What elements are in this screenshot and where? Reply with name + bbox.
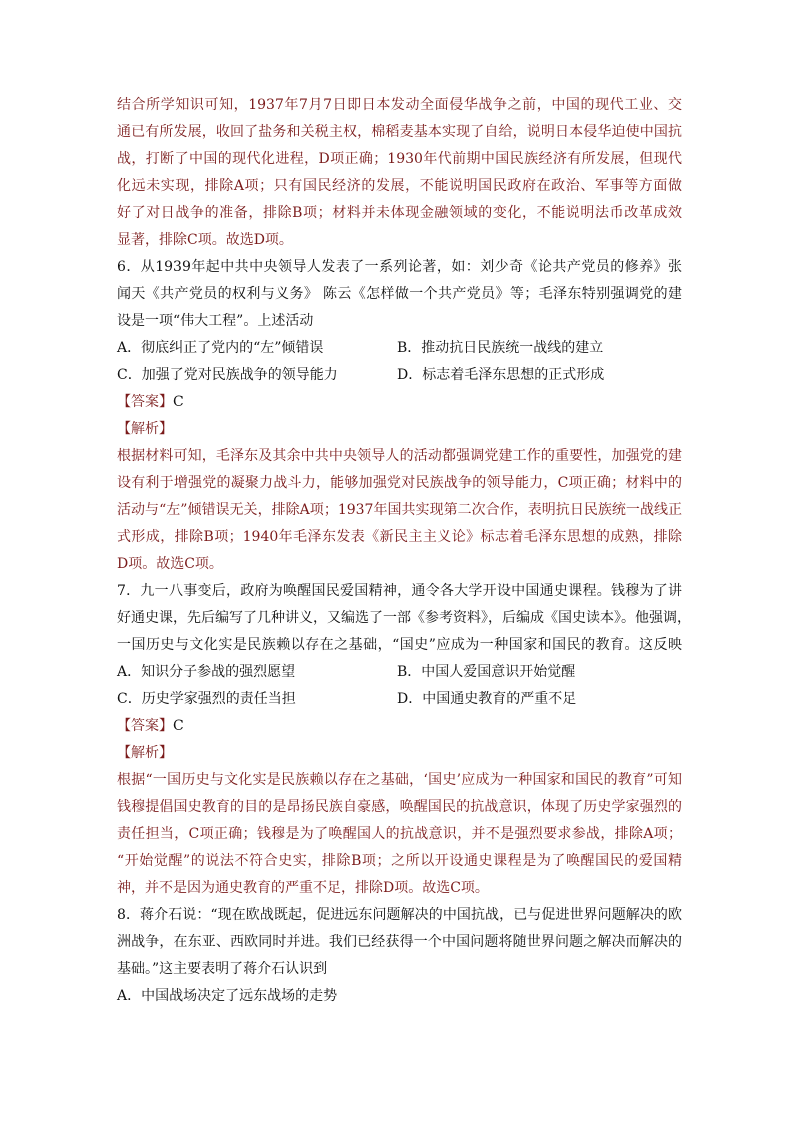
option-a: A．彻底纠正了党内的“左”倾错误	[117, 340, 324, 356]
analysis-label: 【解析】	[117, 745, 173, 761]
analysis-line: 责任担当，C项正确；钱穆是为了唤醒国人的抗战意识，并不是强烈要求参战，排除A项；	[117, 826, 682, 842]
options-row	[117, 686, 682, 713]
analysis-line: “开始觉醒”的说法不符合史实，排除B项；之所以开设通史课程是为了唤醒国民的爱国精	[117, 853, 682, 869]
option-d: D．中国通史教育的严重不足	[397, 691, 577, 707]
analysis-line: 通已有所发展，收回了盐务和关税主权，棉稻麦基本实现了自给，说明日本侵华迫使中国抗	[117, 124, 682, 140]
analysis-line: 设有利于增强党的凝聚力战斗力，能够加强党对民族战争的领导能力，C项正确；材料中的	[117, 475, 682, 491]
option-c: C．加强了党对民族战争的领导能力	[117, 367, 338, 383]
answer-value: C	[173, 718, 184, 734]
question-7	[117, 578, 691, 902]
question-stem-line: 基础。”这主要表明了蒋介石认识到	[117, 961, 328, 977]
analysis-label: 【解析】	[117, 421, 173, 437]
analysis-line: 活动与“左”倾错误无关，排除A项；1937年国共实现第二次合作，表明抗日民族统一战线正	[117, 502, 682, 518]
answer-label: 【答案】	[117, 718, 173, 734]
analysis-line: 好了对日战争的准备，排除B项；材料并未体现金融领域的变化，不能说明法币改革成效	[117, 205, 682, 221]
option-d: D．标志着毛泽东思想的正式形成	[397, 367, 605, 383]
option-c: C．历史学家强烈的责任当担	[117, 691, 296, 707]
q5-analysis	[117, 92, 682, 254]
analysis-line: 式形成，排除B项；1940年毛泽东发表《新民主主义论》标志着毛泽东思想的成熟，排除	[117, 529, 682, 545]
question-stem-line: 一国历史与文化实是民族赖以存在之基础，“国史”应成为一种国家和国民的教育。这反映	[117, 637, 682, 653]
analysis-line: 根据“一国历史与文化实是民族赖以存在之基础，‘国史’应成为一种国家和国民的教育”可知	[117, 772, 682, 788]
analysis-line: 根据材料可知，毛泽东及其余中共中央领导人的活动都强调党建工作的重要性，加强党的建	[117, 448, 682, 464]
question-stem-line: 设是一项“伟大工程”。上述活动	[117, 313, 314, 329]
analysis-line: 战，打断了中国的现代化进程，D项正确；1930年代前期中国民族经济有所发展，但现代	[117, 151, 682, 167]
question-stem-line: 8．蒋介石说：“现在欧战既起，促进远东问题解决的中国抗战，已与促进世界问题解决的欧	[117, 907, 682, 923]
question-stem-line: 7．九一八事变后，政府为唤醒国民爱国精神，通令各大学开设中国通史课程。钱穆为了讲	[117, 583, 682, 599]
answer-value: C	[173, 394, 184, 410]
option-b: B．中国人爱国意识开始觉醒	[397, 664, 576, 680]
question-stem-line: 好通史课，先后编写了几种讲义，又编选了一部《参考资料》，后编成《国史读本》。他强调，	[117, 610, 691, 626]
question-stem-line: 洲战争，在东亚、西欧同时并进。我们已经获得一个中国问题将随世界问题之解决而解决的	[117, 934, 682, 950]
answer-label: 【答案】	[117, 394, 173, 410]
analysis-line: 化远未实现，排除A项；只有国民经济的发展，不能说明国民政府在政治、军事等方面做	[117, 178, 682, 194]
answer-row	[117, 389, 682, 416]
question-stem-line: 闻天《共产党员的权利与义务》 陈云《怎样做一个共产党员》等；毛泽东特别强调党的建	[117, 286, 682, 302]
options-row	[117, 362, 682, 389]
analysis-line: 神，并不是因为通史教育的严重不足，排除D项。故选C项。	[117, 880, 489, 896]
options-row	[117, 659, 682, 686]
option-a: A．知识分子参战的强烈愿望	[117, 664, 296, 680]
analysis-line: D项。故选C项。	[117, 556, 223, 572]
analysis-line: 显著，排除C项。故选D项。	[117, 232, 293, 248]
analysis-line: 钱穆提倡国史教育的目的是昂扬民族自豪感，唤醒国民的抗战意识，体现了历史学家强烈的	[117, 799, 682, 815]
option-b: B．推动抗日民族统一战线的建立	[397, 340, 604, 356]
question-6	[117, 254, 682, 578]
document-page	[117, 92, 691, 1010]
answer-row	[117, 713, 682, 740]
question-8	[117, 902, 682, 1010]
question-stem-line: 6．从1939年起中共中央领导人发表了一系列论著，如：刘少奇《论共产党员的修养》张	[117, 259, 682, 275]
analysis-line: 结合所学知识可知，1937年7月7日即日本发动全面侵华战争之前，中国的现代工业、交	[117, 97, 682, 113]
option-a: A．中国战场决定了远东战场的走势	[117, 988, 338, 1004]
options-row	[117, 335, 682, 362]
